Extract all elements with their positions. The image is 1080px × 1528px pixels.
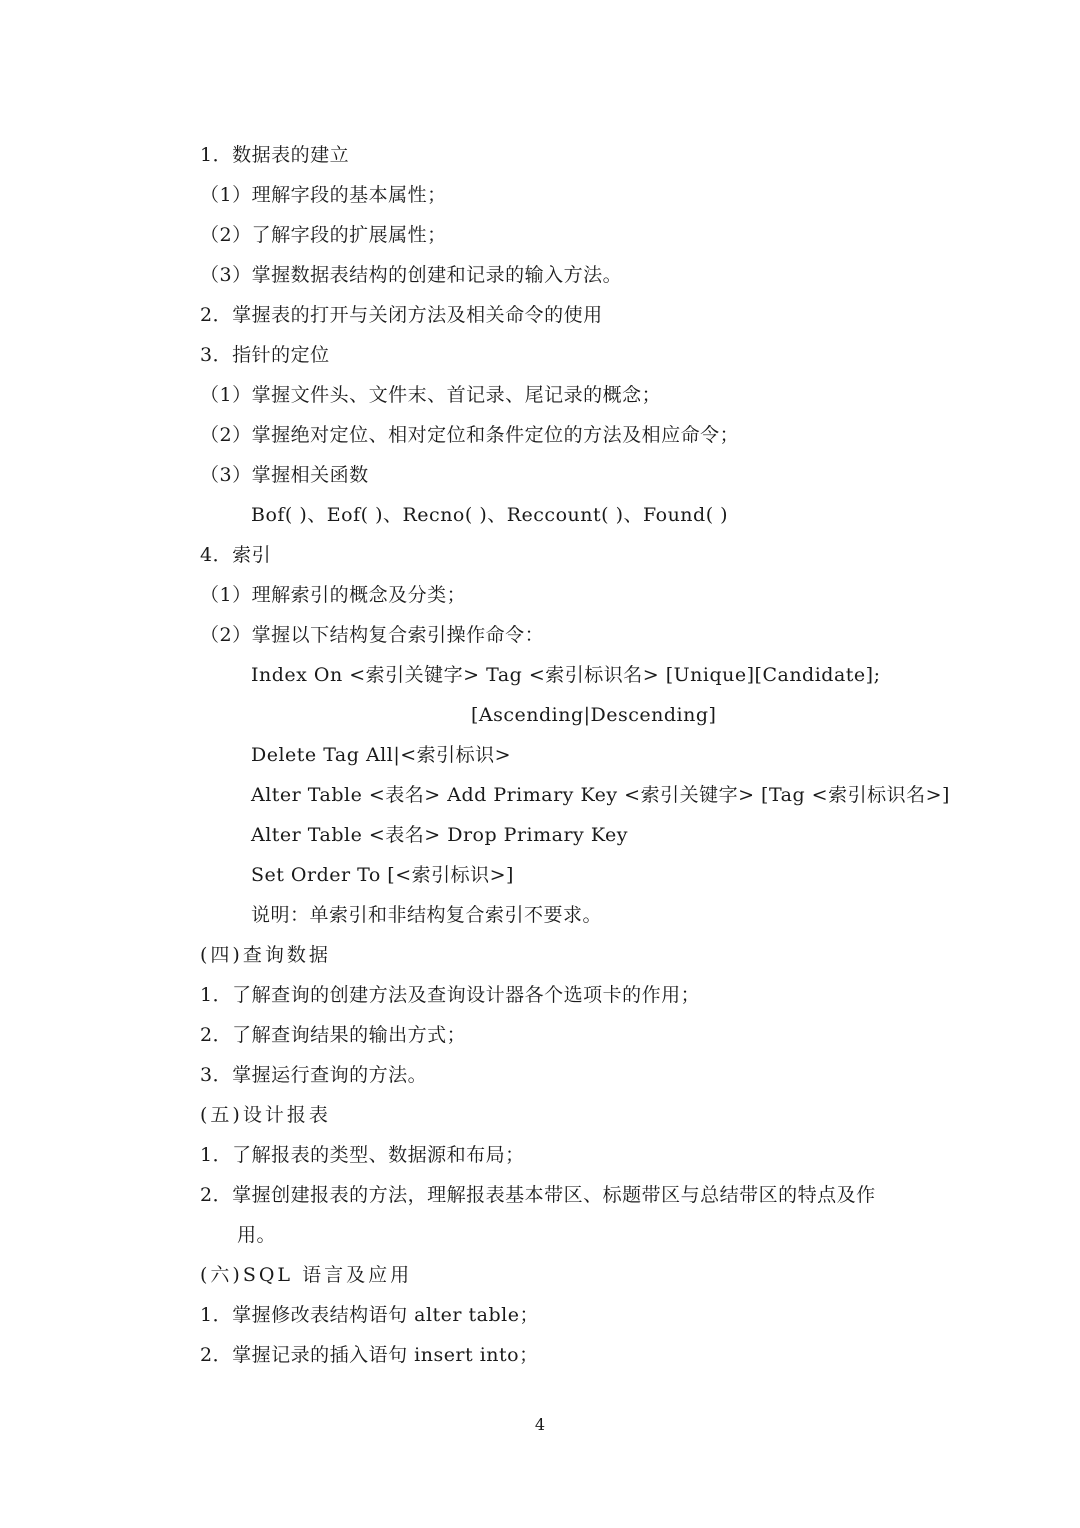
command-alter-table-drop-key: Alter Table <表名> Drop Primary Key <box>251 824 628 846</box>
command-alter-table-add-key: Alter Table <表名> Add Primary Key <索引关键字> [Tag <索引标识名>] <box>251 784 950 806</box>
item-report-types: 1．了解报表的类型、数据源和布局； <box>200 1144 525 1166</box>
command-delete-tag: Delete Tag All|<索引标识> <box>251 744 512 766</box>
item-query-output: 2．了解查询结果的输出方式； <box>200 1024 467 1046</box>
command-set-order: Set Order To [<索引标识>] <box>251 864 514 886</box>
item-sql-alter-table: 1．掌握修改表结构语句 alter table； <box>200 1304 539 1326</box>
sub-item-field-extended-attributes: （2）了解字段的扩展属性； <box>200 224 447 246</box>
sub-item-index-concepts: （1）理解索引的概念及分类； <box>200 584 467 606</box>
page-number: 4 <box>534 1415 546 1434</box>
item-index: 4．索引 <box>200 544 272 566</box>
function-list: Bof( )、Eof( )、Recno( )、Reccount( )、Found( ) <box>251 504 729 526</box>
item-data-table-creation: 1．数据表的建立 <box>200 144 350 166</box>
item-query-creation: 1．了解查询的创建方法及查询设计器各个选项卡的作用； <box>200 984 701 1006</box>
item-report-creation: 2．掌握创建报表的方法，理解报表基本带区、标题带区与总结带区的特点及作 <box>200 1184 876 1206</box>
command-index-on-continued: [Ascending|Descending] <box>471 704 717 726</box>
sub-item-index-commands: （2）掌握以下结构复合索引操作命令： <box>200 624 545 646</box>
item-table-open-close: 2．掌握表的打开与关闭方法及相关命令的使用 <box>200 304 603 326</box>
sub-item-positioning-methods: （2）掌握绝对定位、相对定位和条件定位的方法及相应命令； <box>200 424 740 446</box>
sub-item-field-basic-attributes: （1）理解字段的基本属性； <box>200 184 447 206</box>
section-heading-report: (五)设计报表 <box>200 1104 331 1126</box>
sub-item-file-record-concepts: （1）掌握文件头、文件末、首记录、尾记录的概念； <box>200 384 662 406</box>
item-query-run: 3．掌握运行查询的方法。 <box>200 1064 428 1086</box>
command-index-on: Index On <索引关键字> Tag <索引标识名> [Unique][Candidate]; <box>251 664 881 686</box>
sub-item-related-functions: （3）掌握相关函数 <box>200 464 369 486</box>
item-sql-insert-into: 2．掌握记录的插入语句 insert into； <box>200 1344 539 1366</box>
item-pointer-positioning: 3．指针的定位 <box>200 344 330 366</box>
sub-item-table-structure-creation: （3）掌握数据表结构的创建和记录的输入方法。 <box>200 264 623 286</box>
note-index: 说明：单索引和非结构复合索引不要求。 <box>251 904 603 926</box>
section-heading-sql: (六)SQL 语言及应用 <box>200 1264 413 1286</box>
section-heading-query: (四)查询数据 <box>200 944 331 966</box>
item-report-creation-continued: 用。 <box>237 1224 277 1246</box>
